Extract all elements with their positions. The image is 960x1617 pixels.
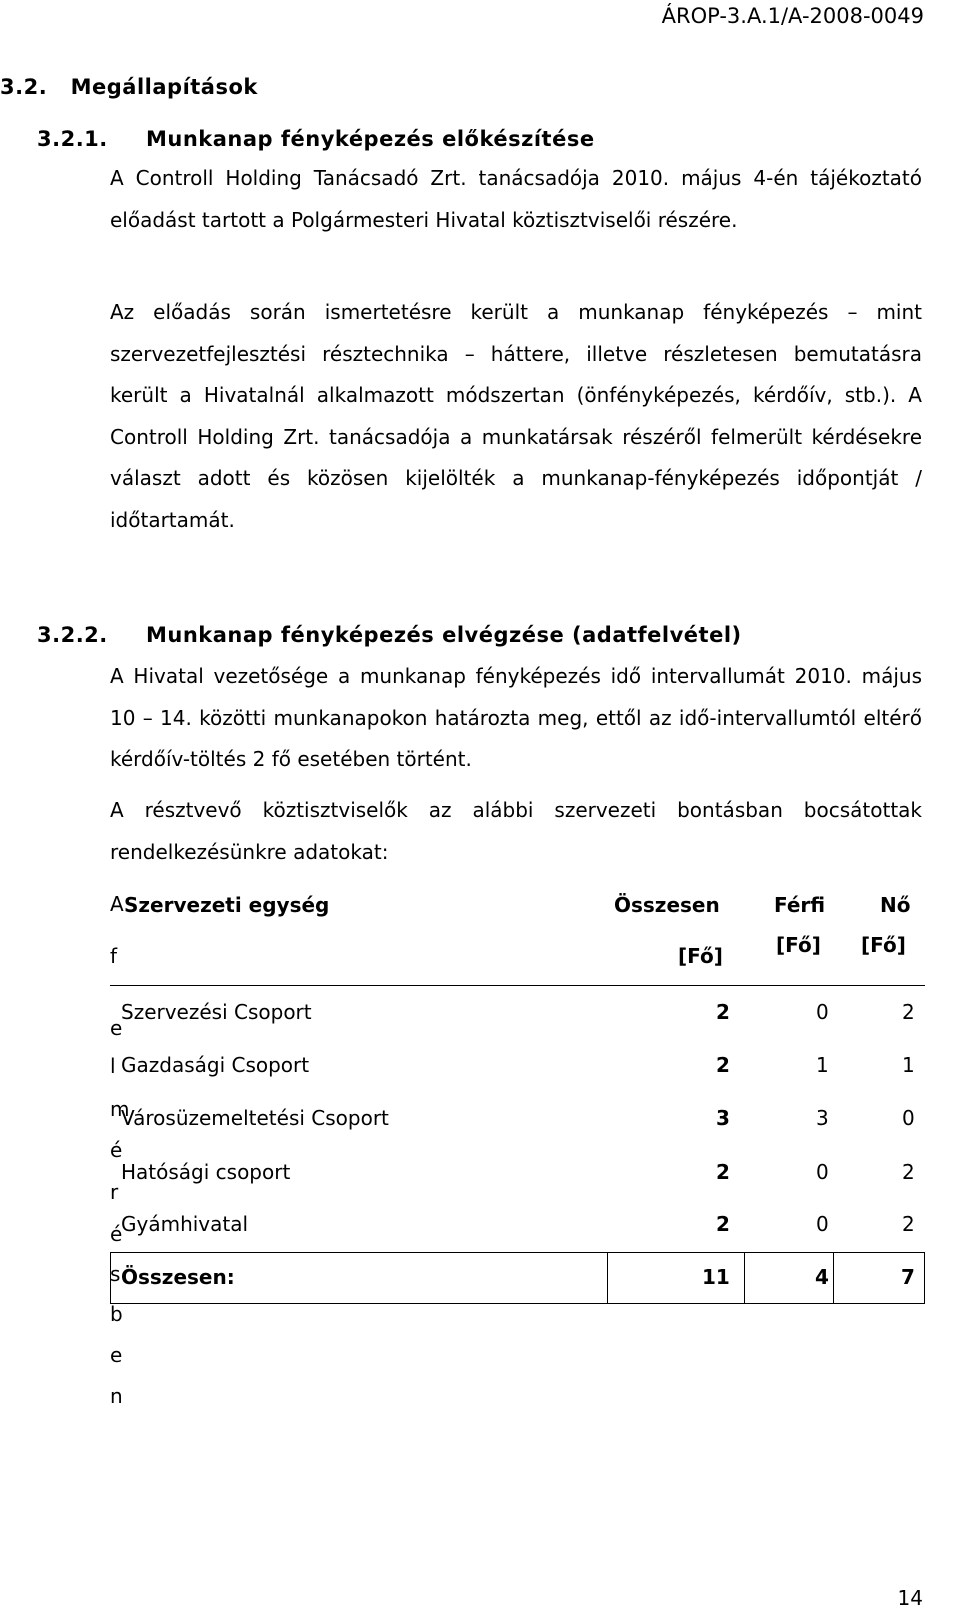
document-code: ÁROP-3.A.1/A-2008-0049 xyxy=(661,4,924,28)
overlap-letter: s xyxy=(110,1262,121,1286)
overlap-letter: f xyxy=(110,944,118,968)
paragraph: Az előadás során ismertetésre került a munkanap fényképezés – mint szervezetfejlesztési résztechnika – háttere, illetve részletesen bemutatásra került a Hivatalnál alkalmazott módszertan (önfényképezés, kérdőív, stb.). A Controll Holding Zrt. tanácsadója a munkatársak részéről felmerült kérdésekre választ adott és közösen kijelölték a munkanap-fényképezés időpontját / időtartamát. xyxy=(110,300,922,532)
overlap-letter: b xyxy=(110,1302,123,1326)
column-header-female-unit: [Fő] xyxy=(861,933,906,957)
overlap-letter: r xyxy=(110,1180,119,1204)
subsection-number: 3.2.2. xyxy=(37,623,108,647)
cell-male: 0 xyxy=(816,1000,829,1024)
cell-unit: Hatósági csoport xyxy=(121,1160,291,1184)
section-heading xyxy=(0,75,258,99)
page-number: 14 xyxy=(897,1586,923,1610)
summary-label: Összesen: xyxy=(121,1265,235,1289)
column-header-male-unit: [Fő] xyxy=(776,933,821,957)
overlap-letter: e xyxy=(110,1343,123,1367)
overlap-letter: l xyxy=(110,1054,116,1078)
overlap-letter: e xyxy=(110,1016,123,1040)
overlap-letter: n xyxy=(110,1384,123,1408)
cell-total: 2 xyxy=(716,1053,730,1077)
subsection-heading-2 xyxy=(37,623,837,653)
cell-female: 1 xyxy=(902,1053,915,1077)
section-number: 3.2. xyxy=(0,75,48,99)
summary-female: 7 xyxy=(901,1265,915,1289)
overlap-letter: A xyxy=(110,892,124,916)
subsection-title: Munkanap fényképezés előkészítése xyxy=(146,127,595,151)
cell-female: 2 xyxy=(902,1160,915,1184)
summary-total: 11 xyxy=(702,1265,730,1289)
cell-total: 2 xyxy=(716,1160,730,1184)
section-title: Megállapítások xyxy=(70,75,258,99)
subsection-title: Munkanap fényképezés elvégzése (adatfelvétel) xyxy=(146,623,742,647)
column-header-total: Összesen xyxy=(614,893,720,917)
column-header-male: Férfi xyxy=(774,893,826,917)
cell-male: 0 xyxy=(816,1160,829,1184)
paragraph: A Controll Holding Tanácsadó Zrt. tanácsadója 2010. május 4-én tájékoztató előadást tartott a Polgármesteri Hivatal köztisztviselői részére. xyxy=(110,166,922,232)
cell-total: 2 xyxy=(716,1212,730,1236)
cell-unit: Gyámhivatal xyxy=(121,1212,249,1236)
cell-unit: Városüzemeltetési Csoport xyxy=(121,1106,389,1130)
cell-unit: Szervezési Csoport xyxy=(121,1000,312,1024)
cell-divider xyxy=(607,1253,608,1303)
header-rule xyxy=(110,985,925,986)
column-header-total-unit: [Fő] xyxy=(678,944,723,968)
paragraph: A résztvevő köztisztviselők az alábbi szervezeti bontásban bocsátottak rendelkezésünkre adatokat: xyxy=(110,798,922,864)
cell-female: 0 xyxy=(902,1106,915,1130)
cell-total: 3 xyxy=(716,1106,730,1130)
cell-unit: Gazdasági Csoport xyxy=(121,1053,310,1077)
cell-female: 2 xyxy=(902,1212,915,1236)
cell-male: 1 xyxy=(816,1053,829,1077)
cell-divider xyxy=(833,1253,834,1303)
cell-male: 3 xyxy=(816,1106,829,1130)
cell-total: 2 xyxy=(716,1000,730,1024)
overlap-letter: é xyxy=(110,1222,123,1246)
summary-male: 4 xyxy=(815,1265,829,1289)
column-header-unit: Szervezeti egység xyxy=(124,893,330,917)
overlap-letter: m xyxy=(110,1097,130,1121)
cell-female: 2 xyxy=(902,1000,915,1024)
paragraph: A Hivatal vezetősége a munkanap fényképezés idő intervallumát 2010. május 10 – 14. közötti munkanapokon határozta meg, ettől az idő-intervallumtól eltérő kérdőív-töltés 2 fő esetében történt. xyxy=(110,664,922,771)
overlap-letter: é xyxy=(110,1138,123,1162)
column-header-female: Nő xyxy=(880,893,911,917)
cell-divider xyxy=(744,1253,745,1303)
subsection-heading-1 xyxy=(37,127,837,157)
cell-male: 0 xyxy=(816,1212,829,1236)
subsection-number: 3.2.1. xyxy=(37,127,108,151)
